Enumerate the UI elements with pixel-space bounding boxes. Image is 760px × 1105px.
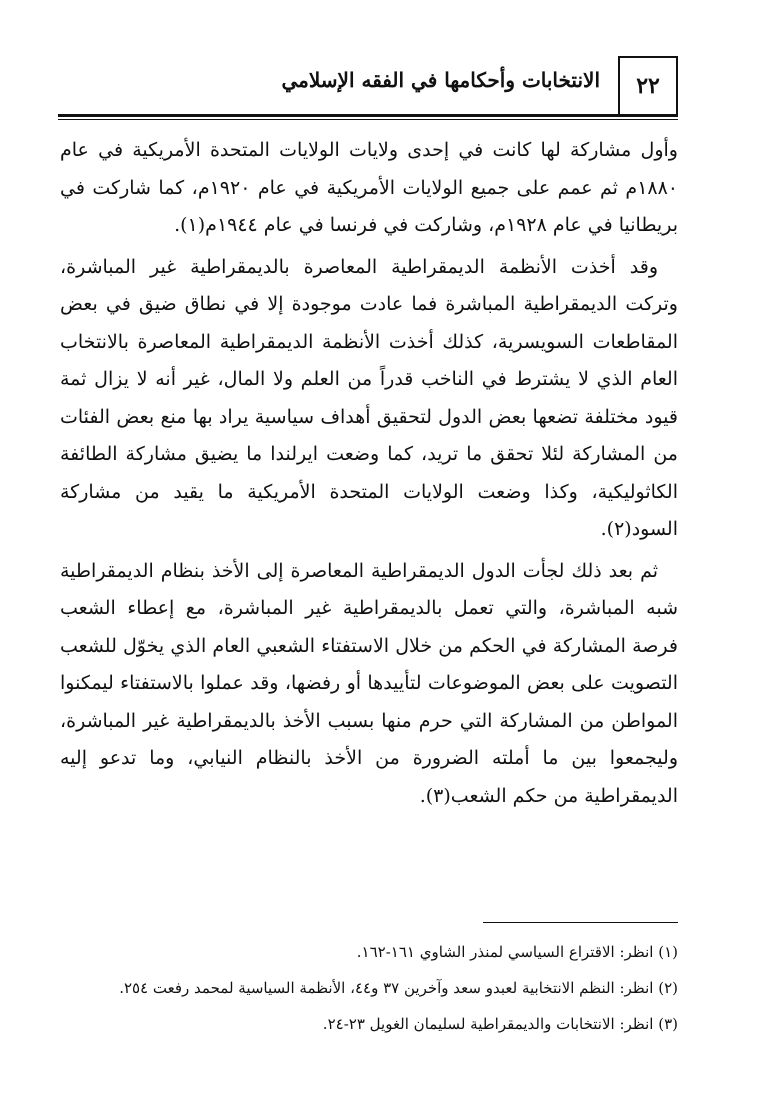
footnote-1: (١) انظر: الاقتراع السياسي لمنذر الشاوي ١٦١-١٦٢.	[356, 943, 678, 961]
paragraph-1: وأول مشاركة لها كانت في إحدى ولايات الولايات المتحدة الأمريكية في عام ١٨٨٠م ثم عمم على جميع الولايات الأمريكية في عام ١٩٢٠م، كما شاركت في بريطانيا في عام ١٩٢٨م، وشاركت في فرنسا في عام ١٩٤٤م(١).	[60, 139, 679, 236]
page-number: ٢٢	[636, 73, 660, 99]
header-rule-thin	[58, 119, 678, 120]
paragraph-3: ثم بعد ذلك لجأت الدول الديمقراطية المعاصرة إلى الأخذ بنظام الديمقراطية شبه المباشرة، والتي تعمل بالديمقراطية غير المباشرة، مع إعطاء الشعب فرصة المشاركة في الحكم من خلال الاستفتاء الشعبي العام الذي يخوّل للشعب التصويت على بعض الموضوعات لتأييدها أو رفضها، وقد عملوا بالاستفتاء ليمكنوا المواطن من المشاركة التي حرم منها بسبب الأخذ بالديمقراطية غير المباشرة، وليجمعوا بين ما أملته الضرورة من الأخذ بالنظام النيابي، وما تدعو إليه الديمقراطية من حكم الشعب(٣).	[60, 559, 678, 807]
main-text	[60, 132, 678, 819]
paragraph-2: وقد أخذت الأنظمة الديمقراطية المعاصرة بالديمقراطية غير المباشرة، وتركت الديمقراطية المباشرة فما عادت موجودة إلا في نطاق ضيق في بعض المقاطعات السويسرية، كذلك أخذت الأنظمة الديمقراطية المعاصرة بالانتخاب العام الذي لا يشترط في الناخب قدراً من العلم ولا المال، غير أنه لا يزال ثمة قيود مختلفة تضعها بعض الدول لتحقيق أهداف سياسية يراد بها منع بعض الفئات من المشاركة لئلا تحقق ما تريد، كما وضعت ايرلندا ما يضيق مشاركة الطائفة الكاثوليكية، وكذا وضعت الولايات المتحدة الأمريكية ما يقيد من مشاركة السود(٢).	[60, 255, 678, 540]
running-title: الانتخابات وأحكامها في الفقه الإسلامي	[281, 68, 600, 92]
page-number-box	[618, 56, 678, 114]
footnote-2: (٢) انظر: النظم الانتخابية لعبدو سعد وآخرين ٣٧ و٤٤، الأنظمة السياسية لمحمد رفعت ٢٥٤.	[119, 979, 678, 997]
footnotes	[60, 934, 678, 1042]
footnote-3: (٣) انظر: الانتخابات والديمقراطية لسليمان الغويل ٢٣-٢٤.	[322, 1015, 678, 1033]
header-rule-thick	[58, 114, 678, 117]
page-header	[58, 56, 678, 120]
footnote-separator	[483, 922, 678, 923]
